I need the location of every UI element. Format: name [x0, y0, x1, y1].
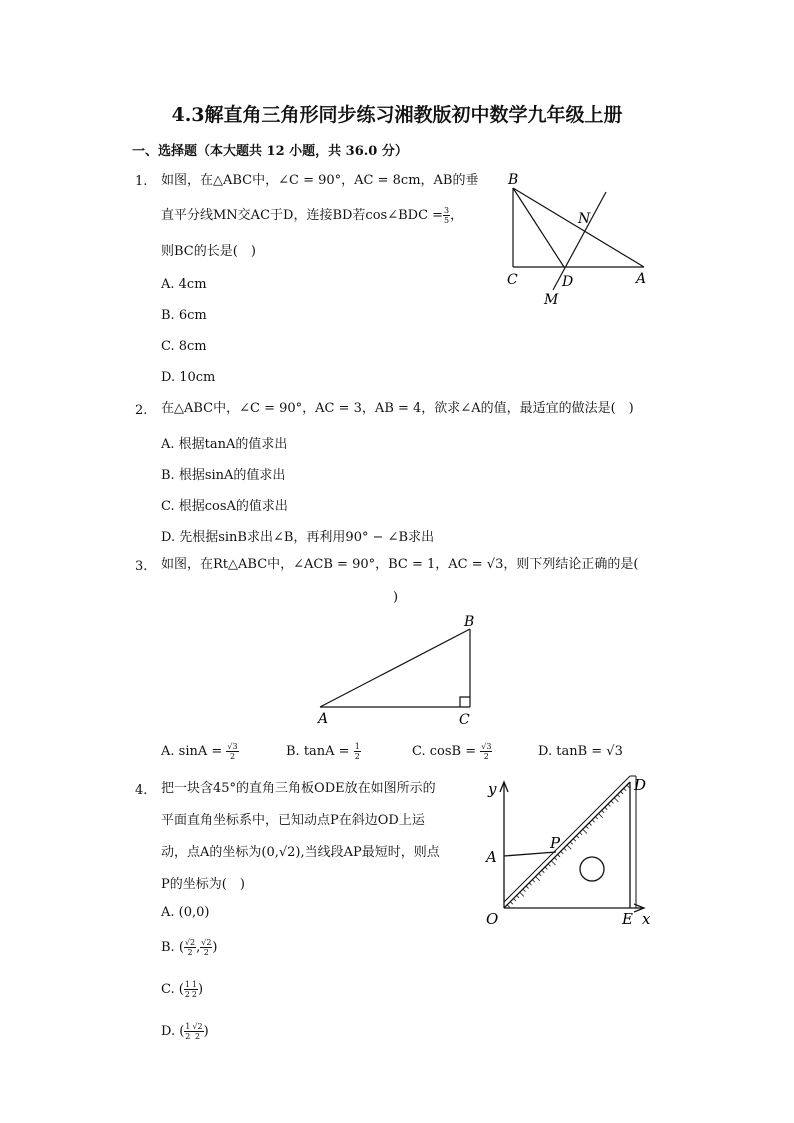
option-text: C. ( — [161, 982, 184, 997]
ruler-edge — [504, 776, 630, 902]
label-m: M — [544, 292, 559, 308]
ruler-ticks — [507, 785, 629, 907]
ruler-tick — [561, 851, 563, 853]
ruler-tick — [617, 795, 619, 797]
option-b[interactable]: B. 根据sinA的值求出 — [161, 468, 286, 483]
option-text: ) — [203, 1024, 209, 1039]
ruler-tick — [599, 814, 603, 818]
ruler-tick — [513, 899, 515, 901]
ruler-tick — [624, 788, 626, 790]
ruler-tick — [567, 845, 571, 849]
numerator: 1 — [185, 1022, 191, 1031]
question-number: 2. — [135, 403, 148, 418]
right-angle-mark — [460, 697, 470, 707]
label-c: C — [459, 712, 470, 728]
numerator: 1 — [354, 742, 360, 751]
figure-q1 — [498, 168, 658, 310]
option-d[interactable]: D. 先根据sinB求出∠B，再利用90° − ∠B求出 — [161, 530, 435, 545]
option-text: D. ( — [161, 1024, 185, 1039]
figure-q3 — [312, 610, 482, 732]
section-heading: 一、选择题（本大题共 12 小题，共 36.0 分） — [132, 144, 408, 159]
line-mn — [553, 192, 606, 290]
denominator: 2 — [184, 990, 190, 999]
numerator: 1 — [191, 980, 198, 989]
ruler-tick — [551, 861, 555, 865]
option-b[interactable] — [286, 742, 361, 761]
option-text: A. sinA = — [161, 744, 223, 759]
option-d[interactable] — [161, 1022, 209, 1041]
option-b[interactable] — [161, 938, 217, 957]
ruler-tick — [602, 810, 604, 812]
separator: , — [196, 940, 201, 955]
ruler-tick — [507, 905, 509, 907]
ruler-tick — [580, 832, 582, 834]
denominator: 2 — [187, 948, 193, 957]
label-n: N — [578, 211, 591, 227]
question-number: 4. — [135, 783, 148, 798]
ruler-tick — [554, 858, 556, 860]
fraction — [354, 742, 361, 761]
ruler-tick — [570, 842, 572, 844]
ruler-tick — [592, 820, 594, 822]
option-d[interactable]: D. 10cm — [161, 370, 216, 385]
option-text: ) — [198, 982, 204, 997]
denominator: 2 — [483, 752, 489, 761]
label-a: A — [636, 271, 647, 287]
option-c[interactable] — [412, 742, 492, 761]
denominator: 2 — [354, 752, 360, 761]
ruler-tick — [542, 870, 544, 872]
label-p: P — [550, 834, 561, 852]
option-a[interactable]: A. 根据tanA的值求出 — [161, 437, 288, 452]
fraction — [191, 980, 198, 999]
label-d: D — [634, 776, 647, 794]
ruler-tick — [621, 791, 623, 793]
question-stem-line: 在△ABC中，∠C = 90°，AC = 3，AB = 4，欲求∠A的值，最适宜的做法是( ) — [161, 401, 634, 416]
ruler-tick — [532, 880, 534, 882]
label-d: D — [562, 274, 574, 290]
label-x: x — [642, 910, 651, 928]
option-a[interactable]: A. 4cm — [161, 277, 207, 292]
fraction — [480, 742, 492, 761]
denominator: 2 — [191, 990, 198, 999]
ruler-tick — [586, 826, 588, 828]
ruler-tick — [595, 817, 597, 819]
ruler-tick — [608, 804, 610, 806]
ruler-tick — [573, 839, 575, 841]
fraction — [184, 938, 196, 957]
option-a[interactable]: A. (0,0) — [161, 905, 210, 920]
label-o: O — [486, 910, 499, 928]
numerator: √2 — [184, 938, 196, 947]
question-stem-line: 平面直角坐标系中，已知动点P在斜边OD上运 — [161, 813, 425, 828]
triangle-hole — [580, 857, 604, 881]
ruler-tick — [548, 864, 550, 866]
ruler-tick — [517, 895, 519, 897]
ruler-tick — [583, 829, 587, 833]
denominator: 2 — [185, 1032, 191, 1041]
ruler-tick — [576, 836, 578, 838]
label-a: A — [486, 848, 497, 866]
stem-text: 直平分线MN交AC于D，连接BD若cos∠BDC = — [161, 208, 444, 223]
stem-text: ， — [450, 208, 464, 223]
numerator: 3 — [444, 206, 450, 215]
ruler-tick — [589, 823, 591, 825]
numerator: √2 — [192, 1022, 203, 1031]
fraction — [191, 1022, 203, 1041]
ruler-tick — [558, 854, 560, 856]
label-y: y — [488, 780, 497, 798]
question-stem-line: 则BC的长是( ) — [161, 244, 256, 259]
ruler-tick — [614, 798, 618, 802]
numerator: 1 — [184, 980, 190, 989]
fraction — [226, 742, 238, 761]
label-c: C — [507, 272, 518, 288]
page-title: 4.3解直角三角形同步练习湘教版初中数学九年级上册 — [171, 104, 623, 126]
segment-bd — [513, 188, 564, 267]
label-b: B — [508, 172, 519, 188]
question-stem-line: 把一块含45°的直角三角板ODE放在如图所示的 — [161, 781, 436, 796]
option-c[interactable] — [161, 980, 203, 999]
option-d[interactable]: D. tanB = √3 — [538, 744, 623, 759]
option-text: ) — [212, 940, 218, 955]
segment-ab — [320, 629, 470, 707]
question-stem-line: 如图，在△ABC中，∠C = 90°，AC = 8cm，AB的垂 — [161, 173, 479, 188]
question-number: 3. — [135, 559, 148, 574]
ruler-tick — [536, 877, 540, 881]
question-stem-line: P的坐标为( ) — [161, 877, 245, 892]
figure-q4 — [482, 772, 660, 930]
ruler-tick — [529, 883, 531, 885]
numerator: √2 — [201, 938, 212, 947]
question-stem-line — [161, 203, 463, 229]
question-stem-line: 如图，在Rt△ABC中，∠ACB = 90°，BC = 1，AC = √3，则下列结论正确的是( — [161, 557, 639, 572]
fraction — [200, 938, 212, 957]
denominator: 2 — [229, 752, 236, 761]
ruler-tick — [564, 848, 566, 850]
ruler-tick — [520, 892, 524, 896]
ruler-tick — [526, 886, 528, 888]
segment-ab — [513, 188, 644, 267]
denominator: 2 — [203, 948, 209, 957]
ruler-tick — [627, 785, 629, 787]
ruler-tick — [605, 807, 607, 809]
numerator: √3 — [481, 742, 492, 751]
fraction — [184, 1022, 191, 1041]
label-a: A — [318, 711, 329, 727]
question-stem-line: 动，点A的坐标为(0,√2),当线段AP最短时，则点 — [161, 845, 440, 860]
option-c[interactable]: C. 8cm — [161, 339, 207, 354]
label-e: E — [622, 910, 633, 928]
option-text: B. tanA = — [286, 744, 350, 759]
ruler-tick — [539, 873, 541, 875]
ruler-tick — [545, 867, 547, 869]
label-b: B — [464, 614, 475, 630]
numerator: √3 — [227, 742, 238, 751]
ruler-tick — [510, 902, 512, 904]
segment-ap — [504, 852, 556, 856]
fraction — [184, 980, 191, 999]
option-text: C. cosB = — [412, 744, 477, 759]
ruler-tick — [523, 889, 525, 891]
question-number: 1. — [135, 174, 148, 189]
ruler-tick — [611, 801, 613, 803]
denominator: 2 — [194, 1032, 201, 1041]
question-stem-line: ) — [393, 590, 399, 605]
option-c[interactable]: C. 根据cosA的值求出 — [161, 499, 288, 514]
denominator: 5 — [444, 216, 450, 225]
option-a[interactable] — [161, 742, 239, 761]
option-text: B. ( — [161, 940, 184, 955]
option-b[interactable]: B. 6cm — [161, 308, 207, 323]
